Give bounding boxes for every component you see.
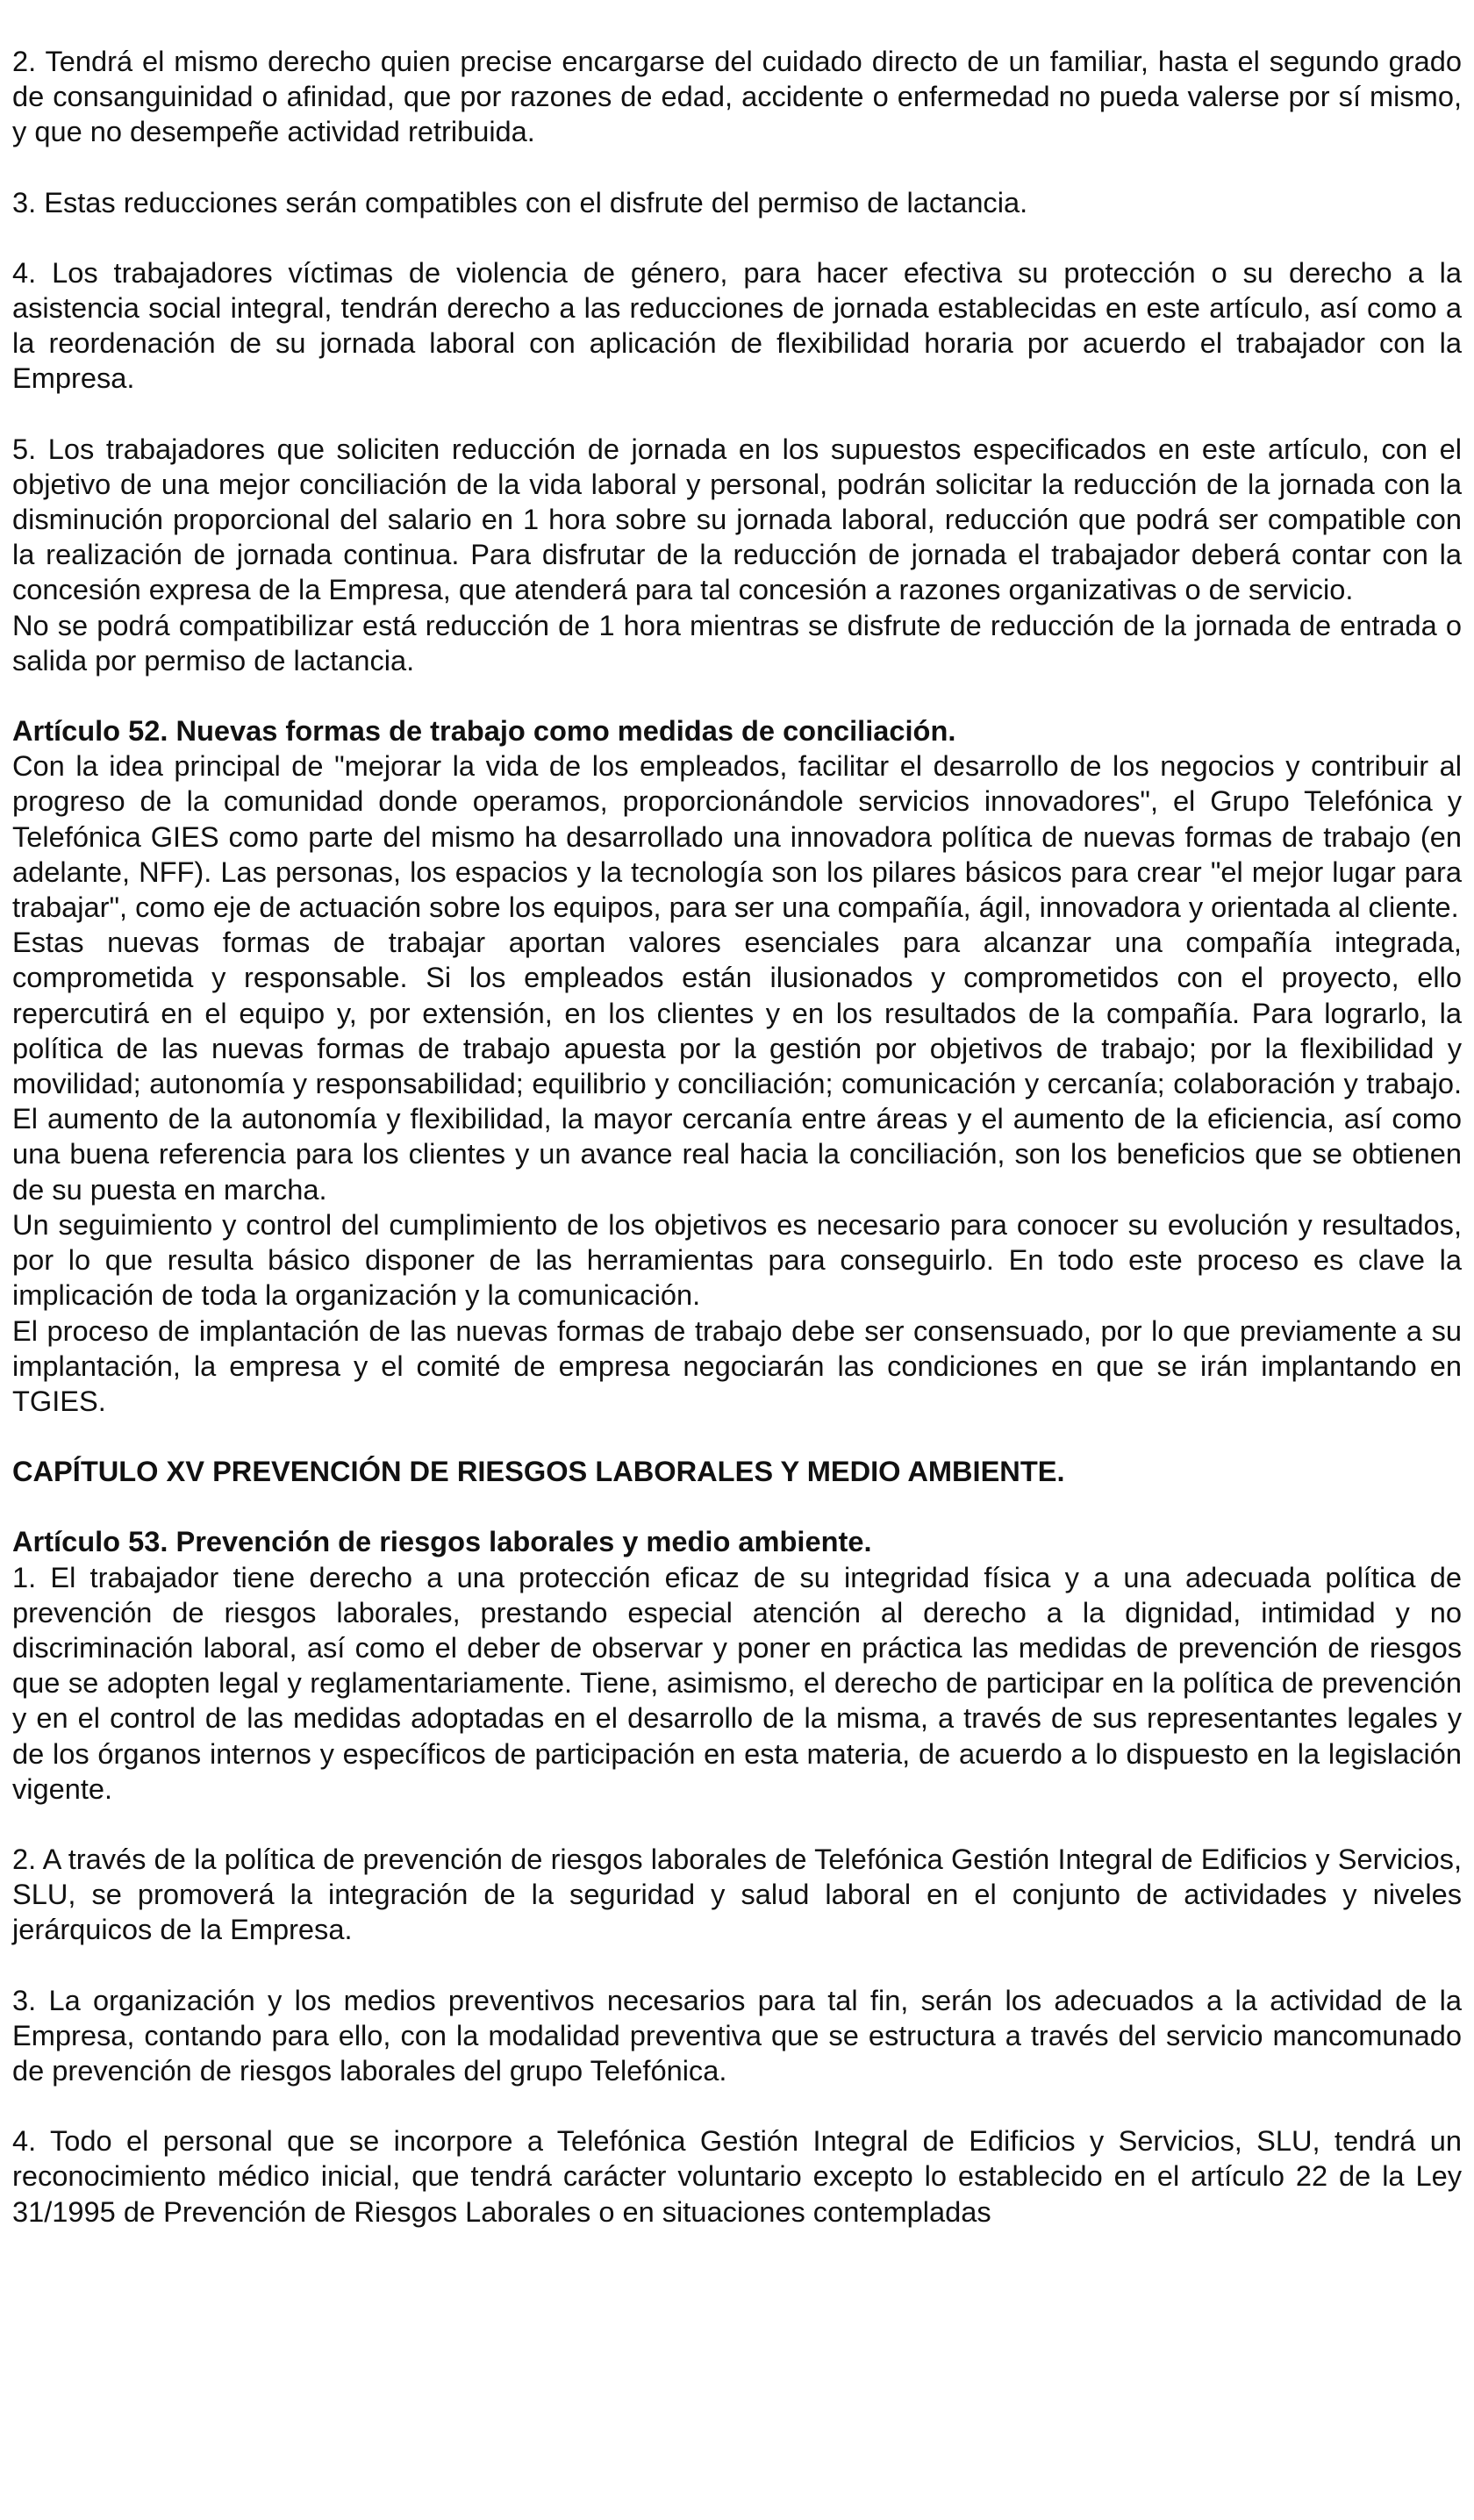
article-52-paragraph-4: El proceso de implantación de las nuevas formas de trabajo debe ser consensuado, por lo que previamente a su implantación, la empresa y el comité de empresa negociarán las condiciones en que se irán implantando en TGIES.: [12, 1314, 1462, 1417]
article-52-paragraph-1: Con la idea principal de "mejorar la vida de los empleados, facilitar el desarrollo de los negocios y contribuir al progreso de la comunidad donde operamos, proporcionándole servicios innovadores", el Grupo Telefónica y Telefónica GIES como parte del mismo ha desarrollado una innovadora política de nuevas formas de trabajo (en adelante, NFF). Las personas, los espacios y la tecnología son los pilares básicos para crear "el mejor lugar para trabajar", como eje de actuación sobre los equipos, para ser una compañía, ágil, innovadora y orientada al cliente.: [12, 749, 1462, 924]
article-53-paragraph-3: 3. La organización y los medios preventivos necesarios para tal fin, serán los adecuados a la actividad de la Empresa, contando para ello, con la modalidad preventiva que se estructura a través del servicio mancomunado de prevención de riesgos laborales del grupo Telefónica.: [12, 1983, 1462, 2087]
chapter-xv-heading: CAPÍTULO XV PREVENCIÓN DE RIESGOS LABORALES Y MEDIO AMBIENTE.: [12, 1455, 1065, 1488]
paragraph-5: 5. Los trabajadores que soliciten reducción de jornada en los supuestos especificados en este artículo, con el objetivo de una mejor conciliación de la vida laboral y personal, podrán solicitar la reducción de la jornada con la disminución proporcional del salario en 1 hora sobre su jornada laboral, reducción que podrá ser compatible con la realización de jornada continua. Para disfrutar de la reducción de jornada el trabajador deberá contar con la concesión expresa de la Empresa, que atenderá para tal concesión a razones organizativas o de servicio.: [12, 432, 1462, 606]
paragraph-2: 2. Tendrá el mismo derecho quien precise encargarse del cuidado directo de un familiar, hasta el segundo grado de consanguinidad o afinidad, que por razones de edad, accidente o enfermedad no pueda valerse por sí mismo, y que no desempeñe actividad retribuida.: [12, 45, 1462, 148]
article-53-heading: Artículo 53. Prevención de riesgos laborales y medio ambiente.: [12, 1525, 872, 1558]
paragraph-3: 3. Estas reducciones serán compatibles con el disfrute del permiso de lactancia.: [12, 185, 1028, 218]
paragraph-5-continuation: No se podrá compatibilizar está reducción de 1 hora mientras se disfrute de reducción de la jornada de entrada o salida por permiso de lactancia.: [12, 608, 1462, 677]
document-page: [12, 44, 1462, 2230]
article-53-paragraph-4: 4. Todo el personal que se incorpore a Telefónica Gestión Integral de Edificios y Servicios, SLU, tendrá un reconocimiento médico inicial, que tendrá carácter voluntario excepto lo establecido en el artículo 22 de la Ley 31/1995 de Prevención de Riesgos Laborales o en situaciones contempladas: [12, 2124, 1462, 2228]
article-52-paragraph-3: Un seguimiento y control del cumplimiento de los objetivos es necesario para conocer su evolución y resultados, por lo que resulta básico disponer de las herramientas para conseguirlo. En todo este proceso es clave la implicación de toda la organización y la comunicación.: [12, 1207, 1462, 1312]
article-52-paragraph-2: Estas nuevas formas de trabajar aportan valores esenciales para alcanzar una compañía integrada, comprometida y responsable. Si los empleados están ilusionados y comprometidos con el proyecto, ello repercutirá en el equipo y, por extensión, en los clientes y en los resultados de la compañía. Para lograrlo, la política de las nuevas formas de trabajo apuesta por la gestión por objetivos de trabajo; por la flexibilidad y movilidad; autonomía y responsabilidad; equilibrio y conciliación; comunicación y cercanía; colaboración y trabajo. El aumento de la autonomía y flexibilidad, la mayor cercanía entre áreas y el aumento de la eficiencia, así como una buena referencia para los clientes y un avance real hacia la conciliación, son los beneficios que se obtienen de su puesta en marcha.: [12, 926, 1462, 1206]
article-53-paragraph-1: 1. El trabajador tiene derecho a una protección eficaz de su integridad física y a una adecuada política de prevención de riesgos laborales, prestando especial atención al derecho a la dignidad, intimidad y no discriminación laboral, así como el deber de observar y poner en práctica las medidas de prevención de riesgos que se adopten legal y reglamentariamente. Tiene, asimismo, el derecho de participar en la política de prevención y en el control de las medidas adoptadas en el desarrollo de la misma, a través de sus representantes legales y de los órganos internos y específicos de participación en esta materia, de acuerdo a lo dispuesto en la legislación vigente.: [12, 1560, 1462, 1805]
paragraph-4: 4. Los trabajadores víctimas de violencia de género, para hacer efectiva su protección o su derecho a la asistencia social integral, tendrán derecho a las reducciones de jornada establecidas en este artículo, así como a la reordenación de su jornada laboral con aplicación de flexibilidad horaria por acuerdo el trabajador con la Empresa.: [12, 255, 1462, 395]
article-53-paragraph-2: 2. A través de la política de prevención de riesgos laborales de Telefónica Gestión Integral de Edificios y Servicios, SLU, se promoverá la integración de la seguridad y salud laboral en el conjunto de actividades y niveles jerárquicos de la Empresa.: [12, 1842, 1462, 1946]
article-52-heading: Artículo 52. Nuevas formas de trabajo como medidas de conciliación.: [12, 714, 956, 748]
